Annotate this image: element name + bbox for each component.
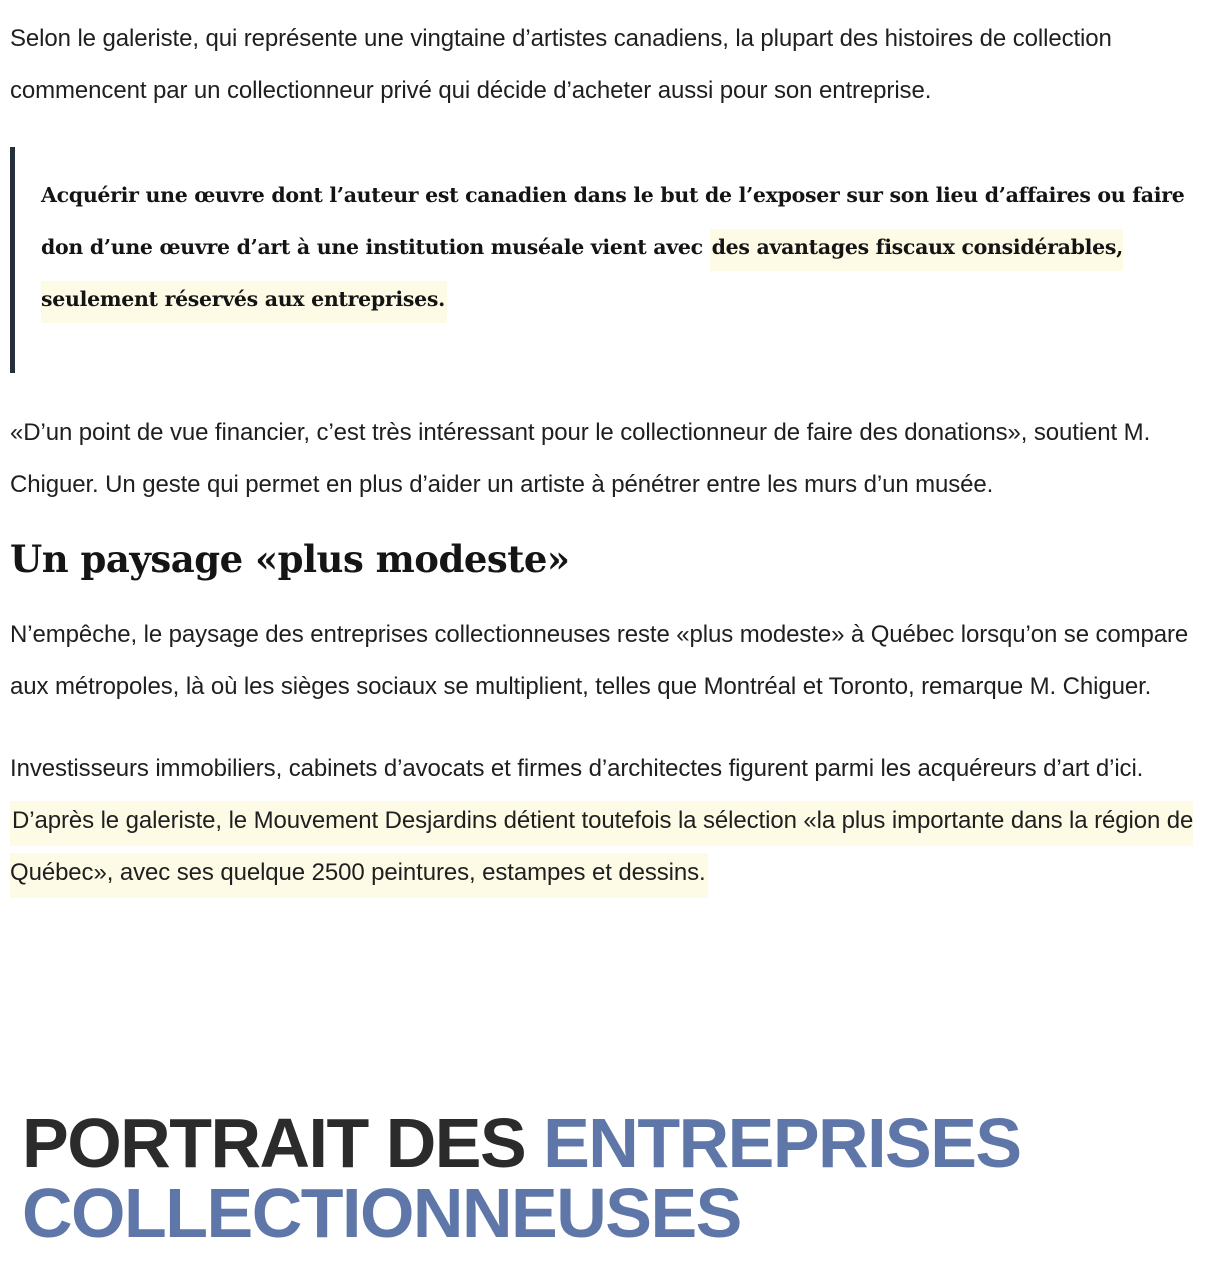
title-blue-part-2: COLLECTIONNEUSES bbox=[22, 1174, 741, 1252]
paragraph-financial: «D’un point de vue financier, c’est très intéressant pour le collectionneur de faire des donations», soutient M. Chiguer. Un geste qui permet en plus d’aider un artiste à pénétrer entre les murs d’un musée. bbox=[10, 419, 1151, 498]
investors-highlighted-text: D’après le galeriste, le Mouvement Desjardins détient toutefois la sélection «la plus importante dans la région de Québec», avec ses quelque 2500 peintures, estampes et dessins. bbox=[10, 801, 1193, 898]
section-heading: Un paysage «plus modeste» bbox=[10, 537, 570, 581]
paragraph-landscape: N’empêche, le paysage des entreprises collectionneuses reste «plus modeste» à Québec lorsqu’on se compare aux métropoles, là où les sièges sociaux se multiplient, telles que Montréal et Toronto, remarque M. Chiguer. bbox=[10, 621, 1189, 700]
paragraph-intro: Selon le galeriste, qui représente une vingtaine d’artistes canadiens, la plupart des histoires de collection commencent par un collectionneur privé qui décide d’acheter aussi pour son entreprise. bbox=[10, 25, 1112, 104]
title-blue-part-1: ENTREPRISES bbox=[543, 1104, 1021, 1182]
portrait-section-title bbox=[22, 1104, 1021, 1252]
paragraph-investors bbox=[10, 743, 1200, 899]
investors-plain-text: Investisseurs immobiliers, cabinets d’avocats et firmes d’architectes figurent parmi les acquéreurs d’art d’ici. bbox=[10, 755, 1144, 782]
article-body bbox=[10, 13, 1200, 899]
pull-quote bbox=[10, 147, 1200, 373]
title-line-1 bbox=[22, 1104, 1021, 1182]
quote-highlighted-text: des avantages fiscaux considérables, seulement réservés aux entreprises. bbox=[41, 229, 1123, 323]
title-dark-part: PORTRAIT DES bbox=[22, 1104, 544, 1182]
quote-plain-text: Acquérir une œuvre dont l’auteur est canadien dans le but de l’exposer sur son lieu d’affaires ou faire don d’une œuvre d’art à une institution muséale vient avec bbox=[41, 183, 1185, 259]
pull-quote-text bbox=[41, 169, 1200, 325]
